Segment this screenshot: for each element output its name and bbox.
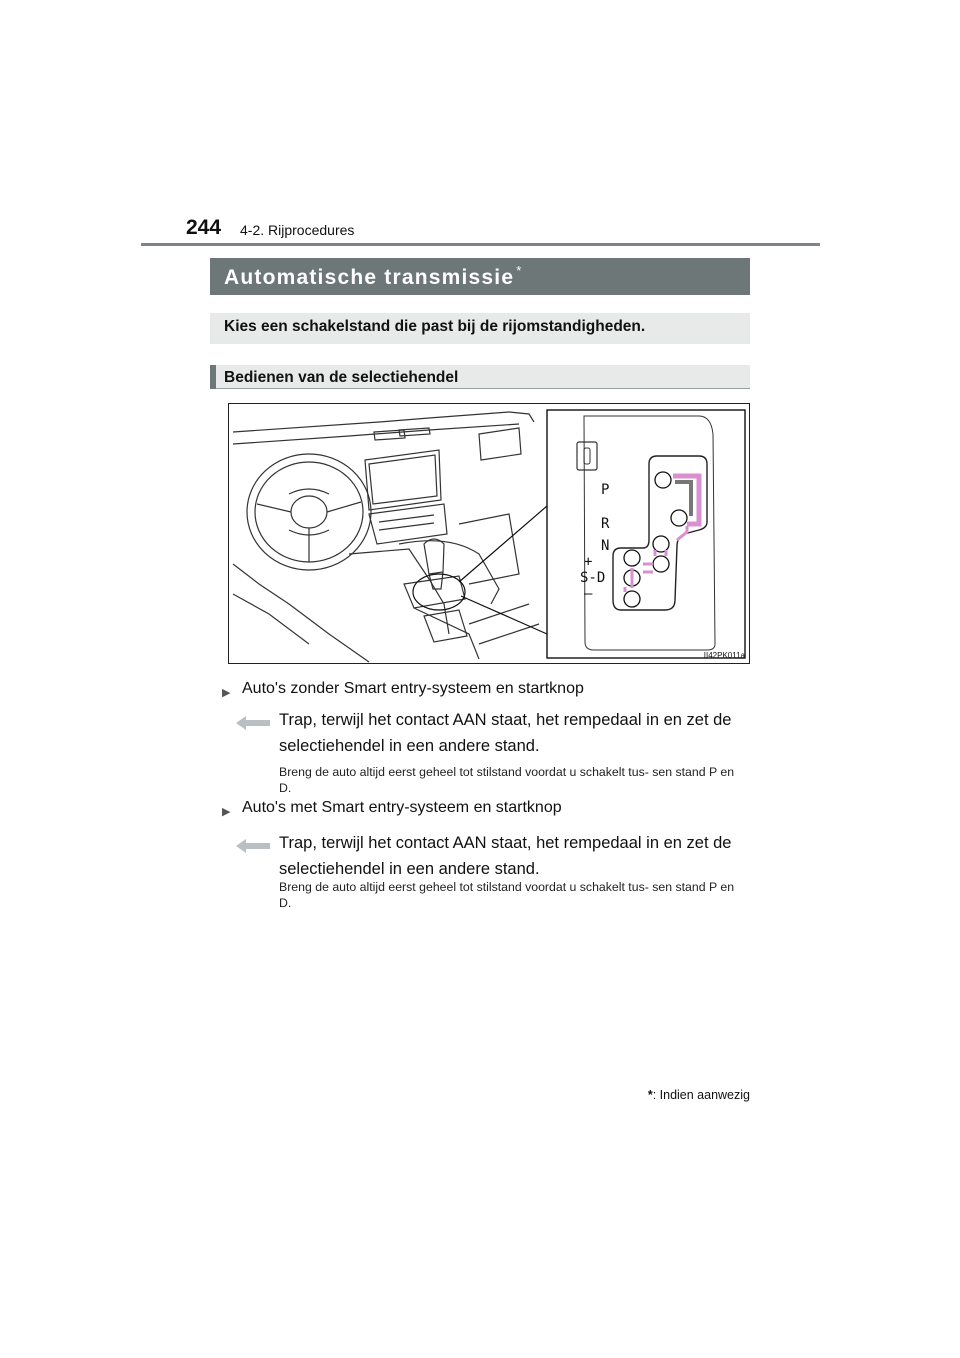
page-title-text: Automatische transmissie bbox=[224, 266, 515, 289]
position-d-circle bbox=[653, 556, 669, 572]
dashboard-drawing bbox=[233, 412, 539, 662]
section-label: 4-2. Rijprocedures bbox=[240, 222, 355, 238]
position-plus-circle bbox=[624, 550, 640, 566]
position-p-circle bbox=[655, 472, 671, 488]
position-minus-circle bbox=[624, 591, 640, 607]
figure-code: II42PK011a bbox=[703, 651, 745, 660]
gate-label-p: P bbox=[601, 482, 610, 498]
page-title bbox=[224, 264, 523, 290]
gate-label-sd: S-D bbox=[580, 570, 606, 586]
footnote bbox=[648, 1088, 750, 1102]
gate-label-n: N bbox=[601, 538, 610, 554]
note-2: Breng de auto altijd eerst geheel tot stilstand voordat u schakelt tus- sen stand P en D. bbox=[279, 880, 735, 910]
zoom-lines bbox=[459, 506, 547, 634]
title-asterisk: * bbox=[516, 263, 523, 278]
gate-label-r: R bbox=[601, 516, 610, 532]
gate-label-plus: + bbox=[584, 554, 593, 570]
condition-1: Auto's zonder Smart entry-systeem en startknop bbox=[242, 680, 584, 697]
instruction-2: Trap, terwijl het contact AAN staat, het rempedaal in en zet de selectiehendel in een andere stand. bbox=[279, 834, 732, 878]
note-1: Breng de auto altijd eerst geheel tot stilstand voordat u schakelt tus- sen stand P en D. bbox=[279, 765, 735, 795]
page-number: 244 bbox=[186, 216, 222, 239]
header-rule bbox=[141, 243, 820, 246]
instruction-1: Trap, terwijl het contact AAN staat, het rempedaal in en zet de selectiehendel in een andere stand. bbox=[279, 711, 732, 755]
summary-text: Kies een schakelstand die past bij de rijomstandigheden. bbox=[224, 318, 646, 335]
footnote-text: : Indien aanwezig bbox=[652, 1088, 750, 1102]
condition-marker-2: ▶ bbox=[222, 806, 231, 818]
shift-lever-illustration bbox=[228, 403, 750, 664]
condition-2: Auto's met Smart entry-systeem en startknop bbox=[242, 799, 562, 816]
instruction-arrow-icon bbox=[236, 716, 270, 730]
footnote-symbol: * bbox=[647, 1088, 653, 1102]
position-r-circle bbox=[671, 510, 687, 526]
illustration-svg bbox=[229, 404, 751, 665]
gate-label-minus: – bbox=[584, 586, 593, 602]
subheading-rule bbox=[216, 388, 750, 389]
subheading: Bedienen van de selectiehendel bbox=[224, 369, 459, 386]
condition-marker-1: ▶ bbox=[222, 687, 231, 699]
instruction-arrow-icon bbox=[236, 839, 270, 853]
subheading-accent bbox=[210, 365, 216, 389]
position-n-circle bbox=[653, 536, 669, 552]
